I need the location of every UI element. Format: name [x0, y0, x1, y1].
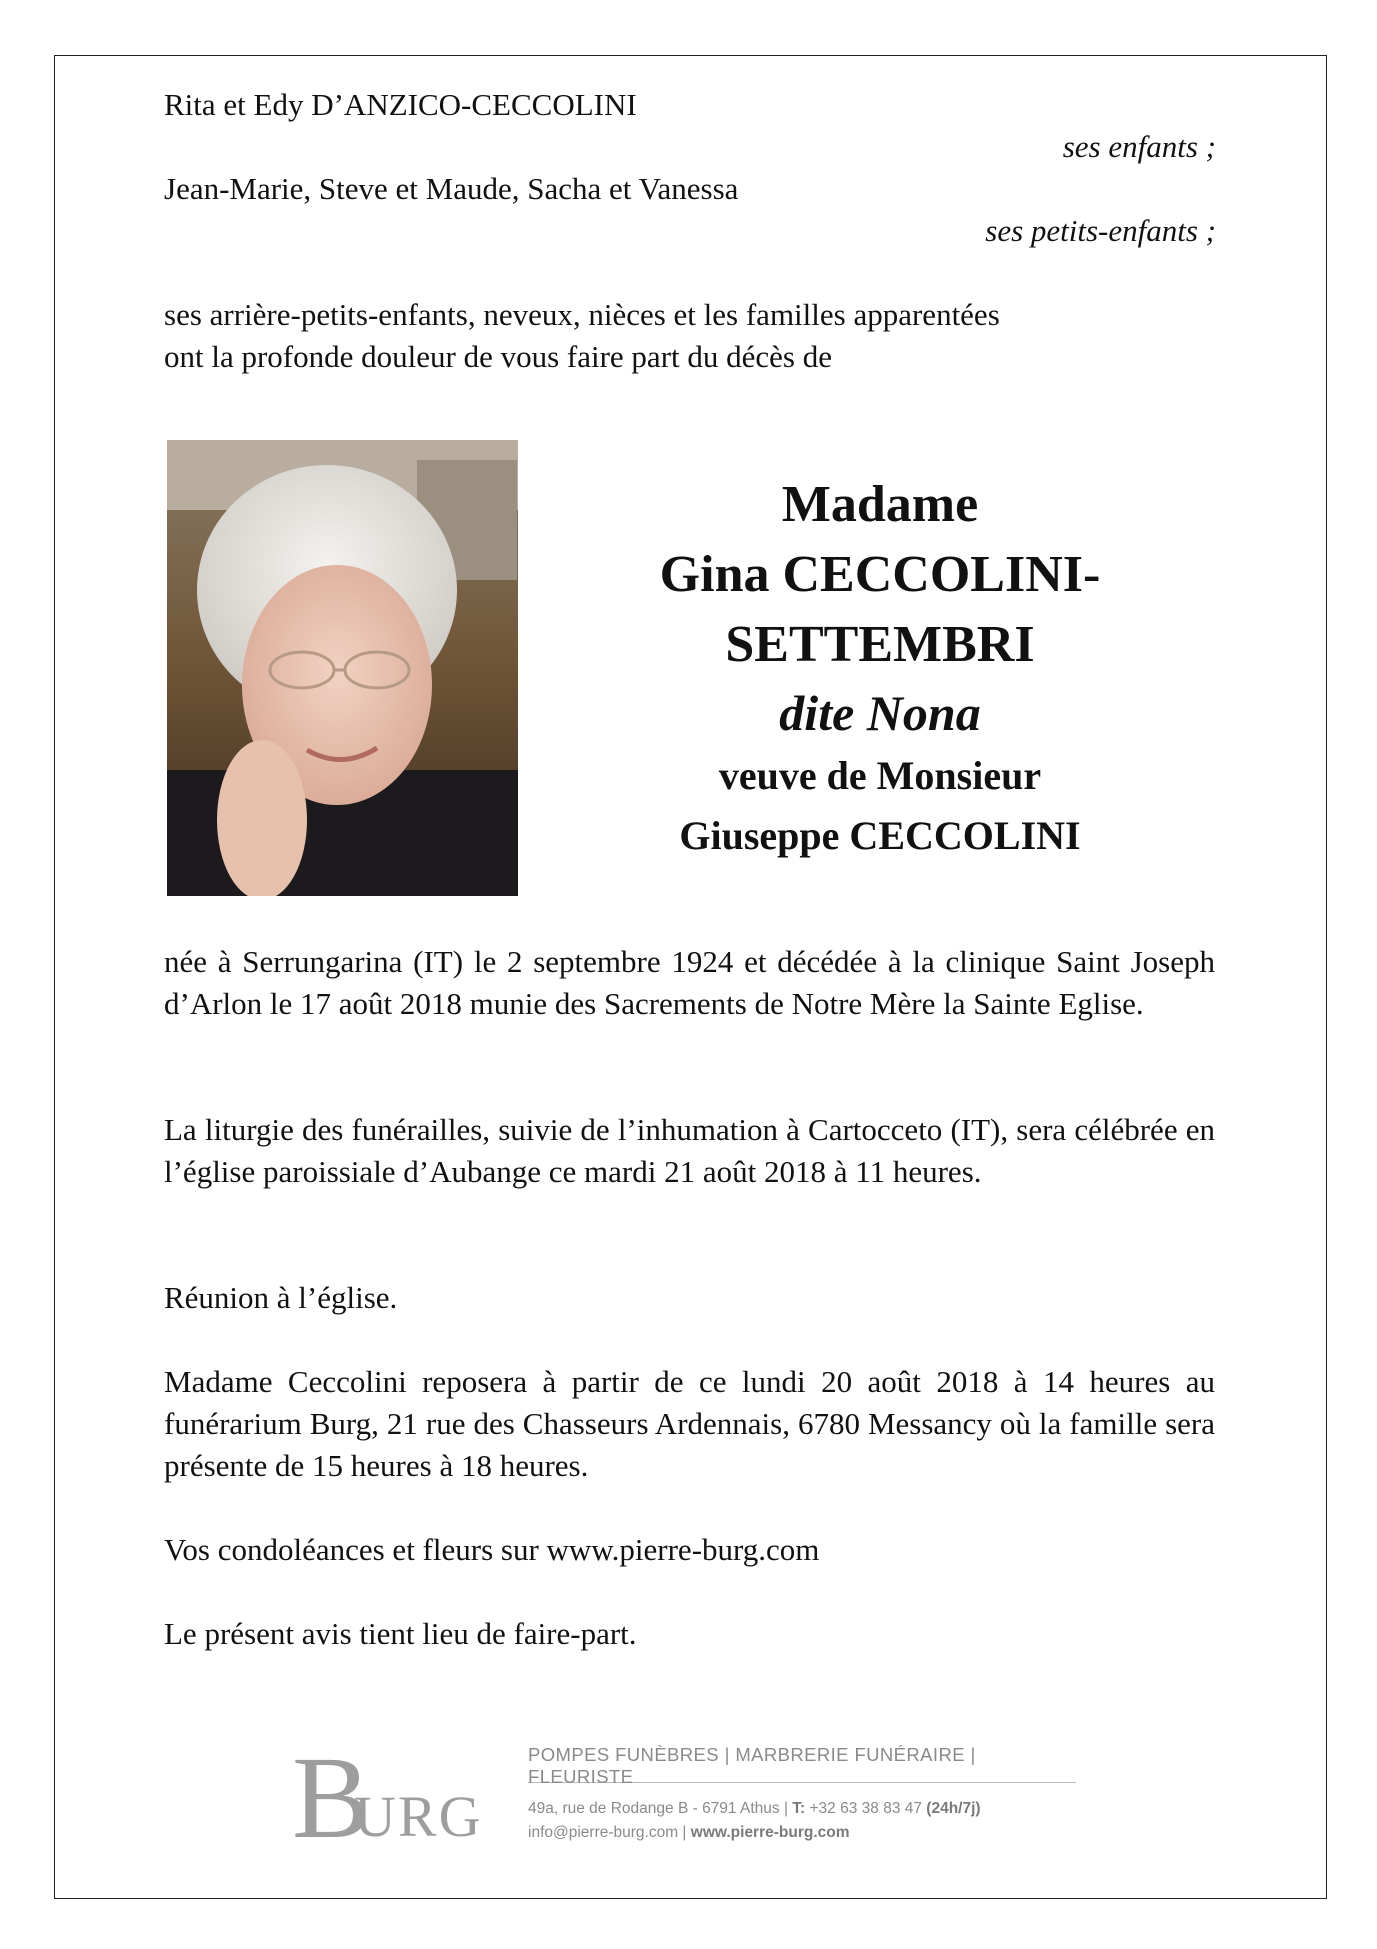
- rest-paragraph: Madame Ceccolini reposera à partir de ce lundi 20 août 2018 à 14 heures au funérarium Burg, 21 rue des Chasseurs Ardennais, 6780 Messancy où la famille sera présente de 15 heures à 18 heures.: [164, 1364, 1215, 1483]
- phone-hours: (24h/7j): [926, 1800, 981, 1817]
- deceased-nickname: dite Nona: [779, 685, 981, 741]
- birth-death-paragraph: née à Serrungarina (IT) le 2 septembre 1924 et décédée à la clinique Saint Joseph d’Arlon le 17 août 2018 munie des Sacrements de Notre Mère la Sainte Eglise.: [164, 944, 1215, 1021]
- meeting-paragraph: Réunion à l’église.: [164, 1280, 398, 1315]
- burg-logo: [292, 1745, 482, 1850]
- email-text[interactable]: info@pierre-burg.com |: [528, 1824, 691, 1841]
- grandchildren-names: Jean-Marie, Steve et Maude, Sacha et Vanessa: [164, 171, 739, 206]
- contact-line: [528, 1821, 1076, 1845]
- notice-line: Le présent avis tient lieu de faire-part.: [164, 1616, 637, 1651]
- deceased-name-line-2: SETTEMBRI: [725, 616, 1035, 673]
- phone-number: +32 63 38 83 47: [805, 1800, 927, 1817]
- others-line-2: ont la profonde douleur de vous faire part du décès de: [164, 339, 832, 374]
- company-footer: [528, 1744, 1076, 1845]
- liturgy-paragraph: La liturgie des funérailles, suivie de l’inhumation à Cartocceto (IT), sera célébrée en l’église paroissiale d’Aubange ce mardi 21 août 2018 à 11 heures.: [164, 1112, 1215, 1189]
- services-line: POMPES FUNÈBRES | MARBRERIE FUNÉRAIRE | FLEURISTE: [528, 1744, 976, 1787]
- deceased-name-block: [560, 470, 1200, 866]
- widow-line-2: Giuseppe CECCOLINI: [679, 813, 1081, 858]
- deceased-title: Madame: [781, 476, 979, 533]
- grandchildren-role: ses petits-enfants ;: [985, 213, 1216, 248]
- portrait-photo: [167, 440, 518, 896]
- phone-label: T:: [792, 1800, 806, 1817]
- others-line-1: ses arrière-petits-enfants, neveux, nièces et les familles apparentées: [164, 297, 1000, 332]
- condolences-line: Vos condoléances et fleurs sur www.pierre-burg.com: [164, 1532, 820, 1567]
- svg-text:URG: URG: [354, 1784, 482, 1845]
- address-text: 49a, rue de Rodange B - 6791 Athus |: [528, 1800, 793, 1817]
- address-line: [528, 1797, 1076, 1821]
- widow-line-1: veuve de Monsieur: [718, 753, 1042, 798]
- children-names: Rita et Edy D’ANZICO-CECCOLINI: [164, 87, 637, 122]
- svg-text:B: B: [292, 1745, 371, 1845]
- deceased-name-line-1: Gina CECCOLINI-: [659, 546, 1101, 603]
- children-role: ses enfants ;: [1062, 129, 1216, 164]
- website-link[interactable]: www.pierre-burg.com: [690, 1824, 850, 1841]
